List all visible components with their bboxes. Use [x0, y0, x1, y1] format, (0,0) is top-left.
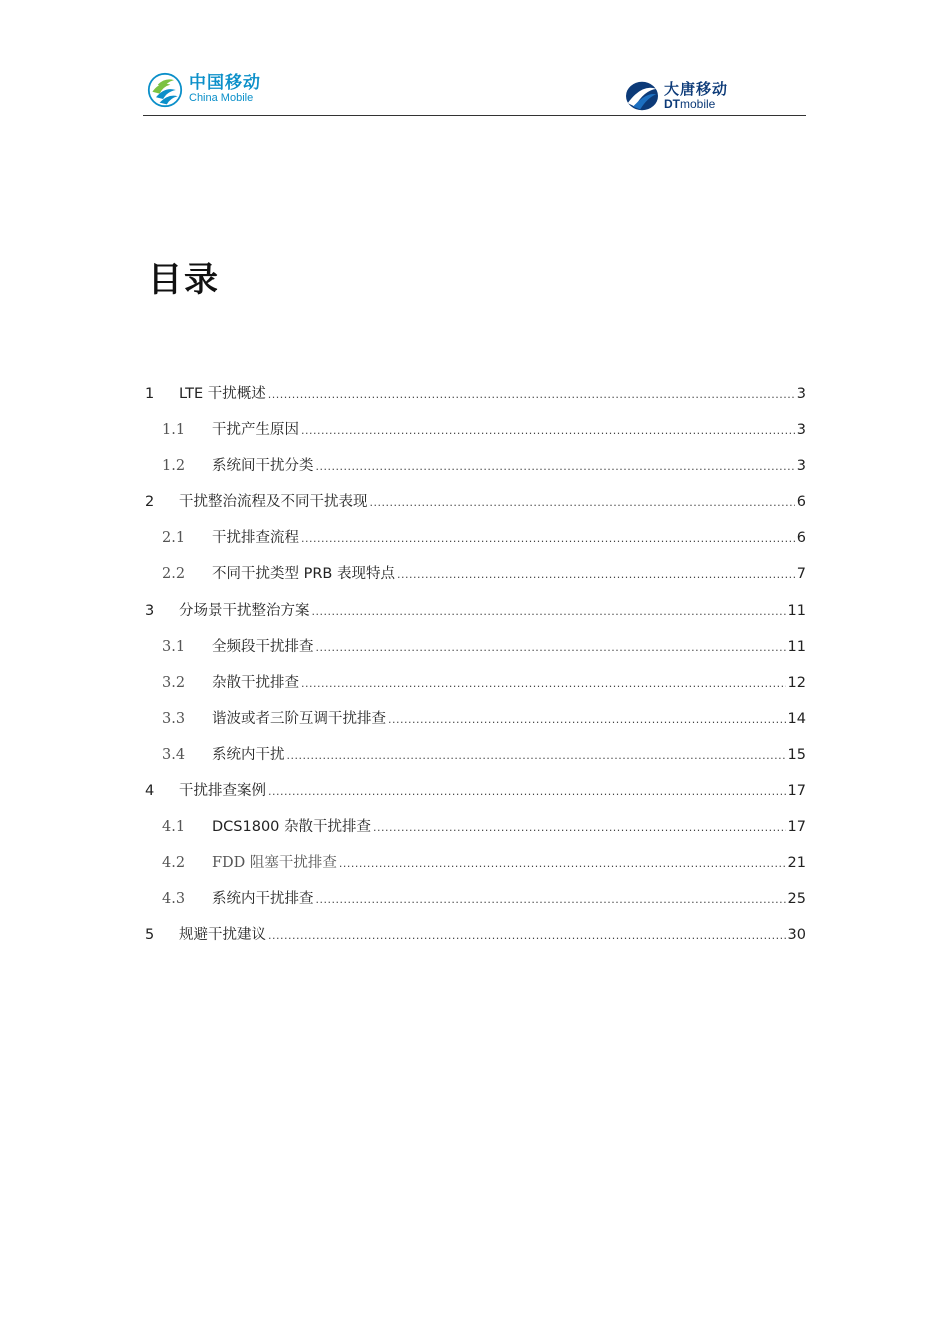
toc-entry-number: 2.2 [162, 566, 186, 583]
toc-entry-number: 1.1 [162, 422, 186, 439]
toc-entry-label: 杂散干扰排查 [212, 674, 299, 691]
toc-entry-page: 12 [787, 674, 806, 691]
toc-leader-dots [268, 386, 795, 402]
toc-entry-number: 2 [145, 494, 155, 511]
toc-entry[interactable] [145, 779, 806, 815]
toc-title: 目录 [148, 260, 220, 300]
toc-leader-dots [301, 530, 795, 546]
toc-leader-dots [316, 639, 786, 655]
toc-entry-label: 干扰排查流程 [212, 530, 299, 547]
toc-entry-number: 5 [145, 927, 155, 944]
dtmobile-en [664, 98, 728, 111]
toc-entry-page: 17 [787, 819, 806, 836]
toc-entry-label: 干扰排查案例 [179, 783, 266, 800]
toc-entry-number: 4.2 [162, 855, 186, 872]
toc-entry[interactable] [145, 599, 806, 635]
toc-leader-dots [301, 675, 786, 691]
china-mobile-en: China Mobile [189, 92, 254, 105]
toc-entry-label: 谐波或者三阶互调干扰排查 [212, 710, 386, 727]
toc-entry-label: FDD 阻塞干扰排查 [212, 855, 337, 872]
toc-entry-page: 14 [787, 710, 806, 727]
toc-entry[interactable] [145, 635, 806, 671]
toc-entry-label: 分场景干扰整治方案 [179, 602, 310, 619]
toc-leader-dots [268, 783, 786, 799]
toc-entry-page: 3 [796, 386, 806, 402]
toc-entry-label: DCS1800 杂散干扰排查 [212, 819, 372, 836]
toc-leader-dots [316, 891, 786, 907]
toc-entry-number: 4 [145, 783, 155, 800]
toc-leader-dots [397, 566, 795, 582]
toc-entry-page: 30 [787, 927, 806, 944]
toc-entry[interactable] [145, 454, 806, 490]
toc-entry-page: 6 [796, 530, 806, 547]
toc-entry-number: 3.4 [162, 746, 186, 763]
toc-entry-number: 3.1 [162, 638, 186, 655]
toc-entry-label: 干扰产生原因 [212, 422, 299, 439]
toc-leader-dots [316, 458, 795, 474]
toc-entry-page: 11 [787, 602, 806, 619]
toc-entry-number: 4.1 [162, 819, 186, 836]
toc-entry-number: 2.1 [162, 530, 186, 547]
dtmobile-logo-icon [624, 80, 660, 112]
toc-leader-dots [370, 494, 795, 510]
dtmobile-zh: 大唐移动 [663, 79, 728, 98]
toc-leader-dots [268, 927, 786, 943]
toc-entry[interactable] [145, 851, 806, 887]
toc-entry-number: 3.3 [162, 710, 186, 727]
china-mobile-logo-icon [147, 72, 183, 108]
toc-leader-dots [287, 747, 786, 763]
toc-entry-number: 3 [145, 602, 155, 619]
toc-entry[interactable] [145, 887, 806, 923]
toc-entry-number: 3.2 [162, 674, 186, 691]
dtmobile-logo [624, 76, 728, 116]
toc-entry-page: 15 [787, 746, 806, 763]
toc-entry-number: 1 [145, 386, 155, 402]
toc-leader-dots [301, 422, 795, 438]
dtmobile-en-bold: DT [663, 96, 680, 111]
toc-entry-number: 1.2 [162, 458, 186, 475]
toc-entry-label: 系统内干扰 [212, 746, 285, 763]
toc-entry-label: 不同干扰类型 PRB 表现特点 [212, 566, 395, 583]
toc-entry[interactable] [145, 743, 806, 779]
toc-entry[interactable] [145, 490, 806, 526]
toc-entry-page: 3 [796, 422, 806, 439]
toc-entry[interactable] [145, 562, 806, 598]
toc-entry[interactable] [145, 418, 806, 454]
toc-entry-label: 干扰整治流程及不同干扰表现 [179, 494, 368, 511]
table-of-contents [145, 382, 806, 960]
toc-entry-label: 系统间干扰分类 [212, 458, 314, 475]
toc-entry-page: 25 [787, 891, 806, 908]
toc-leader-dots [339, 855, 786, 871]
china-mobile-logo [147, 68, 261, 112]
toc-entry-label: 规避干扰建议 [179, 927, 266, 944]
toc-entry[interactable] [145, 707, 806, 743]
page-header [143, 64, 806, 116]
toc-entry-page: 21 [787, 855, 806, 872]
toc-entry[interactable] [145, 382, 806, 418]
toc-entry-page: 11 [787, 638, 806, 655]
china-mobile-zh: 中国移动 [189, 73, 261, 94]
header-rule [143, 115, 806, 116]
toc-entry[interactable] [145, 526, 806, 562]
toc-entry-number: 4.3 [162, 891, 186, 908]
toc-entry[interactable] [145, 671, 806, 707]
toc-entry-label: 系统内干扰排查 [212, 891, 314, 908]
toc-entry-label: LTE 干扰概述 [179, 386, 266, 402]
toc-leader-dots [312, 603, 786, 619]
toc-entry-page: 7 [796, 566, 806, 583]
toc-entry-page: 17 [787, 783, 806, 800]
toc-entry-label: 全频段干扰排查 [212, 638, 314, 655]
dtmobile-en-rest: mobile [679, 96, 716, 111]
toc-entry-page: 6 [796, 494, 806, 511]
toc-entry-page: 3 [796, 458, 806, 475]
toc-leader-dots [373, 819, 786, 835]
toc-leader-dots [388, 711, 786, 727]
toc-entry[interactable] [145, 923, 806, 959]
toc-entry[interactable] [145, 815, 806, 851]
